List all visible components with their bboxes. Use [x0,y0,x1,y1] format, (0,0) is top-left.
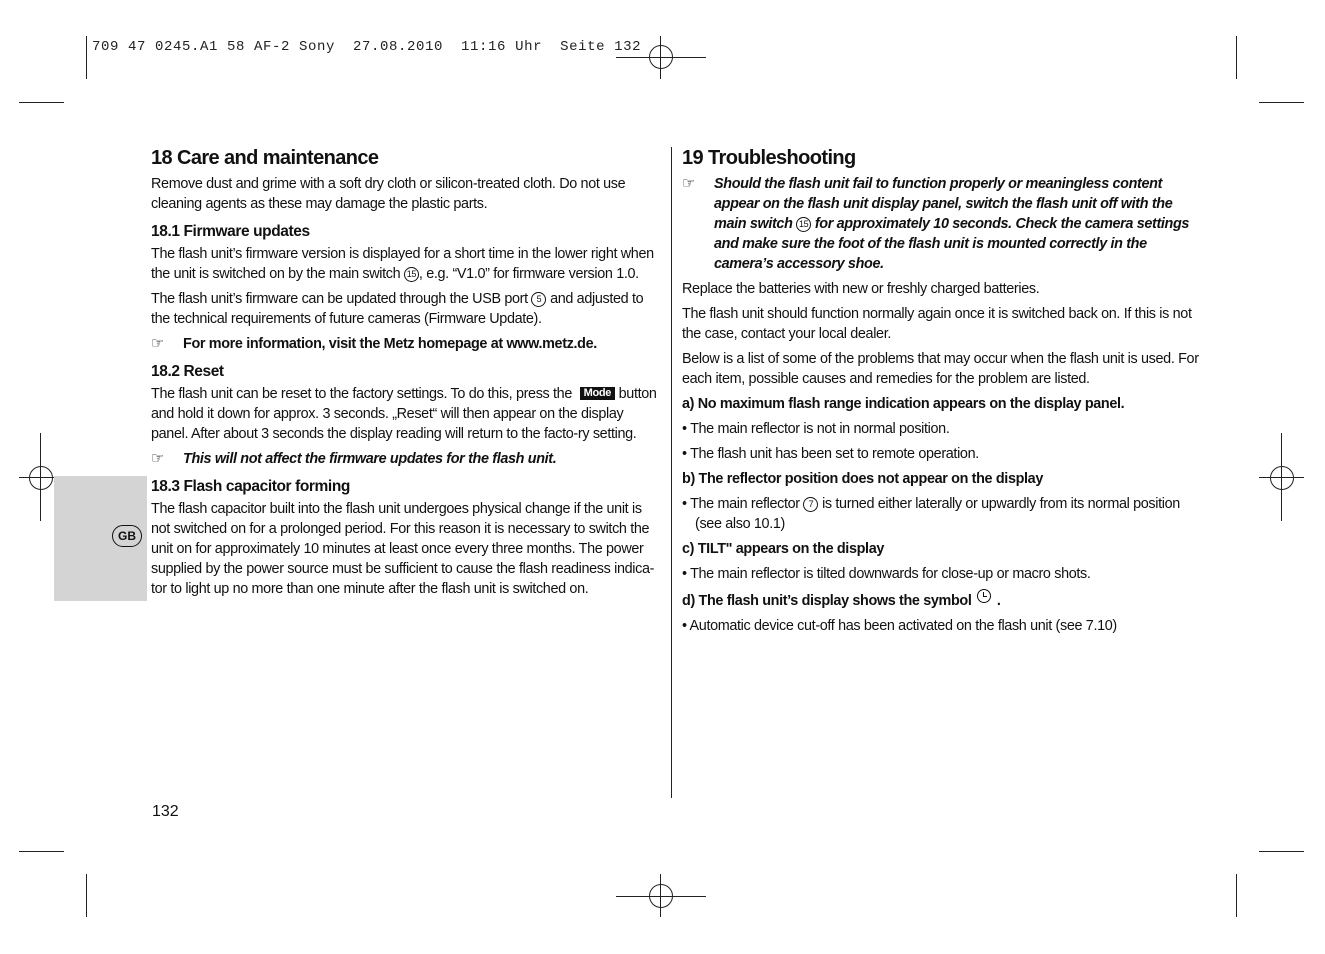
main-reflector-ref-icon: 7 [803,497,818,512]
subsection-title-reset: 18.2 Reset [151,363,224,380]
section-title-troubleshooting: 19 Troubleshooting [682,147,856,169]
crop-mark [1236,36,1237,79]
reset-note: ☞ This will not affect the firmware updates for the flash unit. [151,450,557,467]
troubleshooting-paragraph-2: The flash unit should function normally again once it is switched back on. If this is not the case, contact your local dealer. [682,306,1192,342]
troubleshooting-paragraph-1: Replace the batteries with new or freshly charged batteries. [682,281,1040,297]
troubleshooting-note: ☞ Should the flash unit fail to function properly or meaningless content appear on the flash unit display panel, switch the flash unit off with the main switch 15 for approximately 10 seconds. Check the camera settings and make sure the foot of the flash unit is mounted correctly in the camera’s accessory shoe. [682,175,1190,272]
left-column [151,145,663,604]
list-item: • The flash unit has been set to remote operation. [682,446,979,462]
list-item: • Automatic device cut-off has been activated on the flash unit (see 7.10) [682,618,1117,634]
firmware-paragraph-1: The flash unit’s firmware version is displayed for a short time in the lower right when the unit is switched on by the main switch 15 , e.g. “V1.0” for firmware version 1.0. [151,246,654,282]
registration-line [616,896,706,897]
pointing-hand-icon: ☞ [151,335,165,352]
language-badge: GB [112,525,142,547]
care-intro: Remove dust and grime with a soft dry cloth or silicon-treated cloth. Do not use cleaning agents as these may damage the plastic parts. [151,176,626,212]
section-title-care: 18 Care and maintenance [151,147,379,169]
mode-key-icon: Mode [580,387,615,400]
column-divider [671,147,672,798]
registration-line [616,57,706,58]
print-header-line: 709 47 0245.A1 58 AF-2 Sony 27.08.2010 11:16 Uhr Seite 132 [92,39,642,55]
subsection-title-firmware: 18.1 Firmware updates [151,223,310,240]
subsection-title-capacitor: 18.3 Flash capacitor forming [151,478,350,495]
right-column [682,145,1202,641]
crop-mark [1259,102,1304,103]
crop-mark [19,102,64,103]
crop-mark [1236,874,1237,917]
crop-mark [86,36,87,79]
list-item: • The main reflector is not in normal position. [682,421,950,437]
capacitor-paragraph: The flash capacitor built into the flash unit undergoes physical change if the unit is not switched on for a prolonged period. For this reason it is necessary to switch the unit on for approximately 10 minutes at least once every three months. The power supplied by the power source must be sufficient to cause the flash readiness indica-tor to light up no more than one minute after the flash unit is switched on. [151,501,655,597]
registration-line [660,36,661,79]
crop-mark [1259,851,1304,852]
clock-icon [977,589,991,603]
main-switch-ref-icon: 15 [404,267,419,282]
page-number: 132 [152,803,179,820]
registration-mark-icon [29,466,53,490]
usb-port-ref-icon: 5 [531,292,546,307]
pointing-hand-icon: ☞ [151,450,165,467]
problem-c-title: c) TILT" appears on the display [682,541,885,557]
problem-b-title: b) The reflector position does not appear on the display [682,471,1043,487]
crop-mark [86,874,87,917]
problem-d-title: d) The flash unit’s display shows the symbol . [682,589,1202,611]
list-item: • The main reflector is tilted downwards for close-up or macro shots. [682,566,1091,582]
problem-a-title: a) No maximum flash range indication appears on the display panel. [682,396,1125,412]
registration-line [1281,433,1282,521]
registration-mark-icon [1270,466,1294,490]
registration-line [40,433,41,521]
main-switch-ref-icon: 15 [796,217,811,232]
crop-mark [19,851,64,852]
list-item: • The main reflector 7 is turned either laterally or upwardly from its normal position (see also 10.1) [682,496,1180,532]
firmware-paragraph-2: The flash unit’s firmware can be updated through the USB port 5 and adjusted to the technical requirements of future cameras (Firmware Update). [151,291,644,327]
registration-line [660,874,661,917]
pointing-hand-icon: ☞ [682,175,696,192]
troubleshooting-paragraph-3: Below is a list of some of the problems that may occur when the flash unit is used. For each item, possible causes and remedies for the problem are listed. [682,351,1199,387]
reset-paragraph: The flash unit can be reset to the factory settings. To do this, press the Mode button and hold it down for approx. 3 seconds. „Reset“ will then appear on the display panel. After about 3 seconds the display reading will return to the facto-ry setting. [151,386,657,442]
firmware-note: ☞ For more information, visit the Metz homepage at www.metz.de. [151,335,597,352]
